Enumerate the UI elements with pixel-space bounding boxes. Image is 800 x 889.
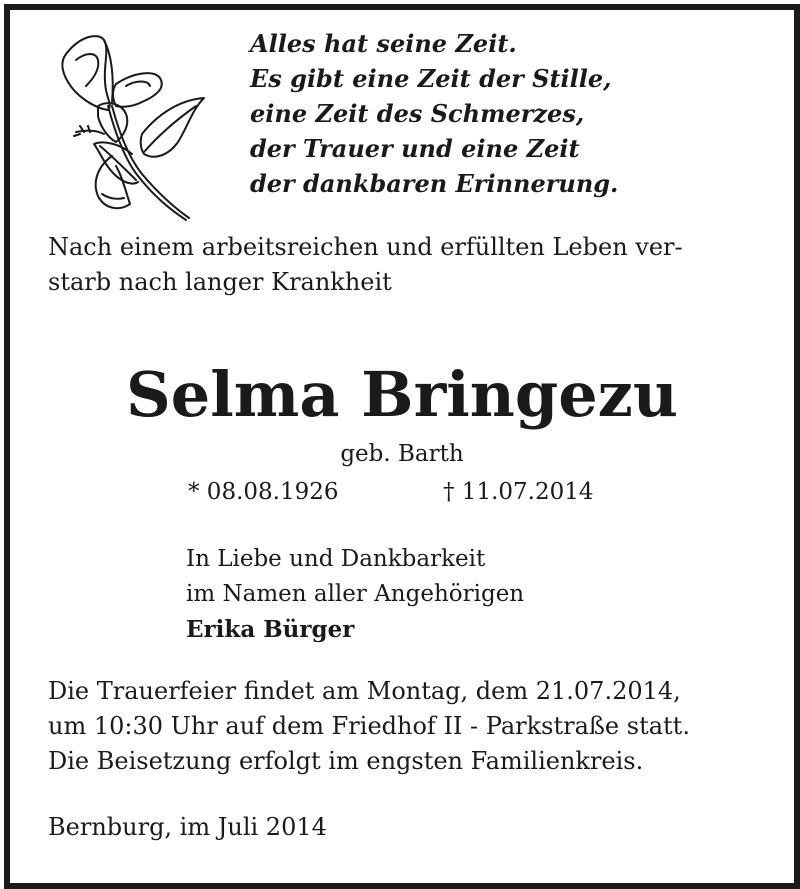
calla-lily-icon — [46, 26, 214, 224]
verse-line: der Trauer und eine Zeit — [250, 134, 580, 163]
verse-line: eine Zeit des Schmerzes, — [250, 99, 585, 128]
signoff — [186, 542, 524, 647]
intro-line: Nach einem arbeitsreichen und erfüllten Leben ver- — [48, 233, 683, 261]
maiden-name: geb. Barth — [340, 441, 464, 467]
service-line: Die Trauerfeier findet am Montag, dem 21.07.2014, — [48, 677, 681, 705]
verse — [250, 26, 618, 201]
verse-line: Es gibt eine Zeit der Stille, — [250, 64, 612, 93]
obituary-notice — [10, 10, 794, 883]
signer-name: Erika Bürger — [186, 616, 355, 643]
intro-text — [48, 230, 748, 300]
verse-line: der dankbaren Erinnerung. — [250, 169, 619, 198]
service-line: Die Beisetzung erfolgt im engsten Familienkreis. — [48, 747, 644, 775]
verse-line: Alles hat seine Zeit. — [250, 29, 517, 58]
birth-date: * 08.08.1926 — [188, 479, 339, 505]
service-info — [48, 674, 690, 779]
deceased-name: Selma Bringezu — [126, 358, 678, 431]
death-date: † 11.07.2014 — [443, 479, 594, 505]
place-date: Bernburg, im Juli 2014 — [48, 813, 327, 841]
intro-line: starb nach langer Krankheit — [48, 268, 392, 296]
signoff-line: im Namen aller Angehörigen — [186, 581, 525, 607]
signoff-line: In Liebe und Dankbarkeit — [186, 546, 486, 572]
service-line: um 10:30 Uhr auf dem Friedhof II - Parkstraße statt. — [48, 712, 690, 740]
